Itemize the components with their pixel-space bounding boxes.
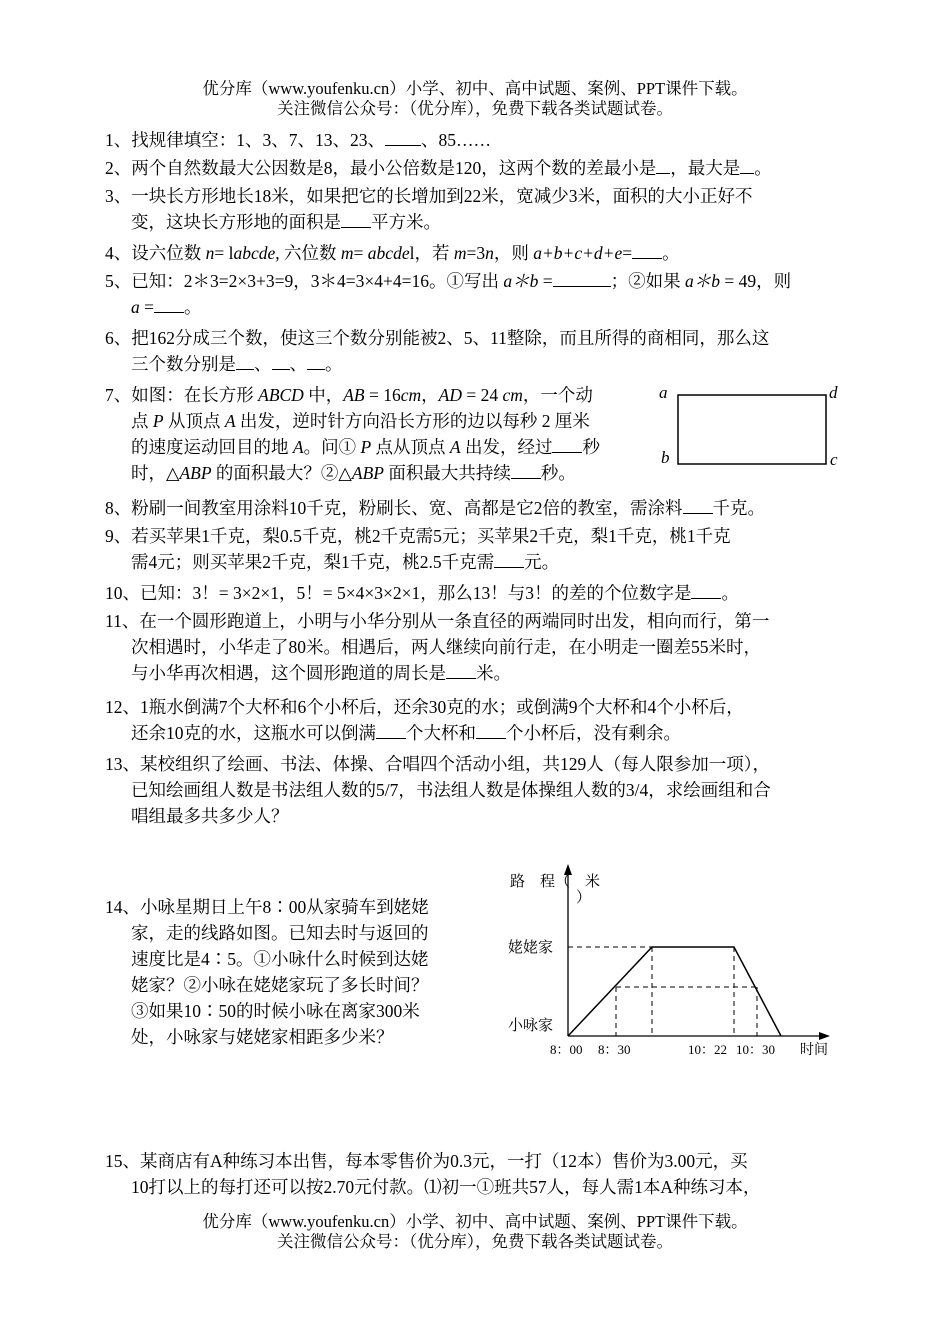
answer-blank[interactable] (446, 660, 476, 679)
y-axis-label-tail: ） (576, 890, 592, 906)
x-axis-arrow (819, 1032, 830, 1040)
question-15: 15、某商店有A种练习本出售，每本零售价为0.3元，一打（12本）售价为3.00元，买 10打以上的每打还可以按2.70元付款。⑴初一①班共57人，每人需1本A种练习本， (105, 1151, 761, 1197)
answer-blank[interactable] (553, 268, 611, 287)
footer-line-1: 优分库（www.youfenku.cn）小学、初中、高中试题、案例、PPT课件下载。 (202, 1212, 748, 1231)
question-12: 12、1瓶水倒满7个大杯和6个小杯后，还余30克的水；或倒满9个大杯和4个小杯后， 还余10克的水，这瓶水可以倒满 个大杯和 个小杯后，没有剩余。 (105, 697, 744, 743)
x-axis-label: 时间 (800, 1043, 828, 1058)
answer-blank[interactable] (236, 351, 254, 370)
answer-blank[interactable] (656, 155, 670, 174)
question-7: 7、如图：在长方形 ABCD 中，AB = 16cm，AD = 24 cm，一个动 点 P 从顶点 A 出发，逆时针方向沿长方形的边以每秒 2 厘米 的速度运动回目的地 A。问① P 点从顶点 A 出发，经过 秒 时，△ABP 的面积最大？②△ABP 面积最大共持续 秒。 (105, 385, 600, 483)
answer-blank[interactable] (385, 127, 421, 146)
header-line-1: 优分库（www.youfenku.cn）小学、初中、高中试题、案例、PPT课件下载。 (202, 79, 748, 98)
question-8: 8、粉刷一间教室用涂料10千克，粉刷长、宽、高都是它2倍的教室，需涂料 千克。 (105, 495, 850, 521)
x-tick-830: 8：30 (598, 1042, 631, 1057)
vertex-label-c: c (830, 450, 838, 469)
answer-blank[interactable] (740, 155, 754, 174)
question-11: 11、在一个圆形跑道上，小明与小华分别从一条直径的两端同时出发，相向而行，第一 次相遇时，小华走了80米。相遇后，两人继续向前行走，在小明走一圈差55米时， 与小华再次相遇，这个圆形跑道的周长是 米。 (105, 611, 770, 683)
answer-blank[interactable] (154, 294, 184, 313)
answer-blank[interactable] (511, 460, 541, 479)
question-5: 5、已知：2＊3=2×3+3=9，3＊4=3×4+4=16。①写出 a＊b = ；②如果 a＊b = 49，则 a = 。 (105, 268, 850, 320)
y-label-grandma-home: 姥姥家 (508, 940, 554, 956)
distance-time-graph (500, 860, 845, 1060)
answer-blank[interactable] (632, 240, 662, 259)
answer-blank[interactable] (272, 351, 290, 370)
answer-blank[interactable] (376, 720, 406, 739)
question-9: 9、若买苹果1千克，梨0.5千克，桃2千克需5元；买苹果2千克，梨1千克，桃1千克 需4元；则买苹果2千克，梨1千克，桃2.5千克需 元。 (105, 526, 731, 572)
question-14: 14、小咏星期日上午8∶00从家骑车到姥姥 家，走的线路如图。已知去时与返回的 速度比是4∶5。①小咏什么时候到达姥 姥家？②小咏在姥姥家玩了多长时间？ ③如果10∶50的时候小咏在离家300米 处，小咏家与姥姥家相距多少米？ (105, 897, 429, 1047)
answer-blank[interactable] (476, 720, 506, 739)
route-line (568, 947, 781, 1036)
x-tick-1030: 10：30 (736, 1042, 776, 1057)
answer-blank[interactable] (341, 209, 371, 228)
question-3: 3、一块长方形地长18米，如果把它的长增加到22米，宽减少3米，面积的大小正好不 变，这块长方形地的面积是 平方米。 (105, 186, 753, 232)
footer-line-2: 关注微信公众号：（优分库），免费下载各类试题试卷。 (277, 1232, 673, 1251)
rectangle-figure (655, 380, 855, 470)
question-13: 13、某校组织了绘画、书法、体操、合唱四个活动小组，共129人（每人限参加一项）， 已知绘画组人数是书法组人数的5/7，书法组人数是体操组人数的3/4，求绘画组和合 唱组最多共多少人？ (105, 754, 771, 826)
x-tick-1022: 10：22 (688, 1042, 728, 1057)
answer-blank[interactable] (494, 549, 524, 568)
question-1: 1、找规律填空：1、3、7、13、23、 、85…… (105, 127, 850, 153)
question-6: 6、把162分成三个数，使这三个数分别能被2、5、11整除，而且所得的商相同，那么这 三个数分别是 、 、 。 (105, 328, 770, 374)
question-4: 4、设六位数 n= labcde, 六位数 m= abcdel，若 m=3n，则 a+b+c+d+e= 。 (105, 240, 850, 266)
question-2: 2、两个自然数最大公因数是8，最小公倍数是120，这两个数的差最小是 ，最大是 。 (105, 155, 850, 181)
question-10: 10、已知：3！= 3×2×1，5！= 5×4×3×2×1，那么13！与3！的差的个位数字是 。 (105, 580, 850, 606)
answer-blank[interactable] (691, 580, 721, 599)
vertex-label-d: d (829, 383, 838, 402)
y-axis-label: 路 程（ 米 (510, 874, 601, 890)
answer-blank[interactable] (552, 434, 582, 453)
answer-blank[interactable] (307, 351, 325, 370)
header-line-2: 关注微信公众号：（优分库），免费下载各类试题试卷。 (277, 99, 673, 118)
vertex-label-a: a (659, 383, 668, 402)
vertex-label-b: b (661, 448, 670, 467)
answer-blank[interactable] (683, 495, 713, 514)
rectangle-abcd (678, 395, 826, 464)
x-tick-800: 8：00 (550, 1042, 583, 1057)
y-label-home: 小咏家 (508, 1018, 554, 1034)
